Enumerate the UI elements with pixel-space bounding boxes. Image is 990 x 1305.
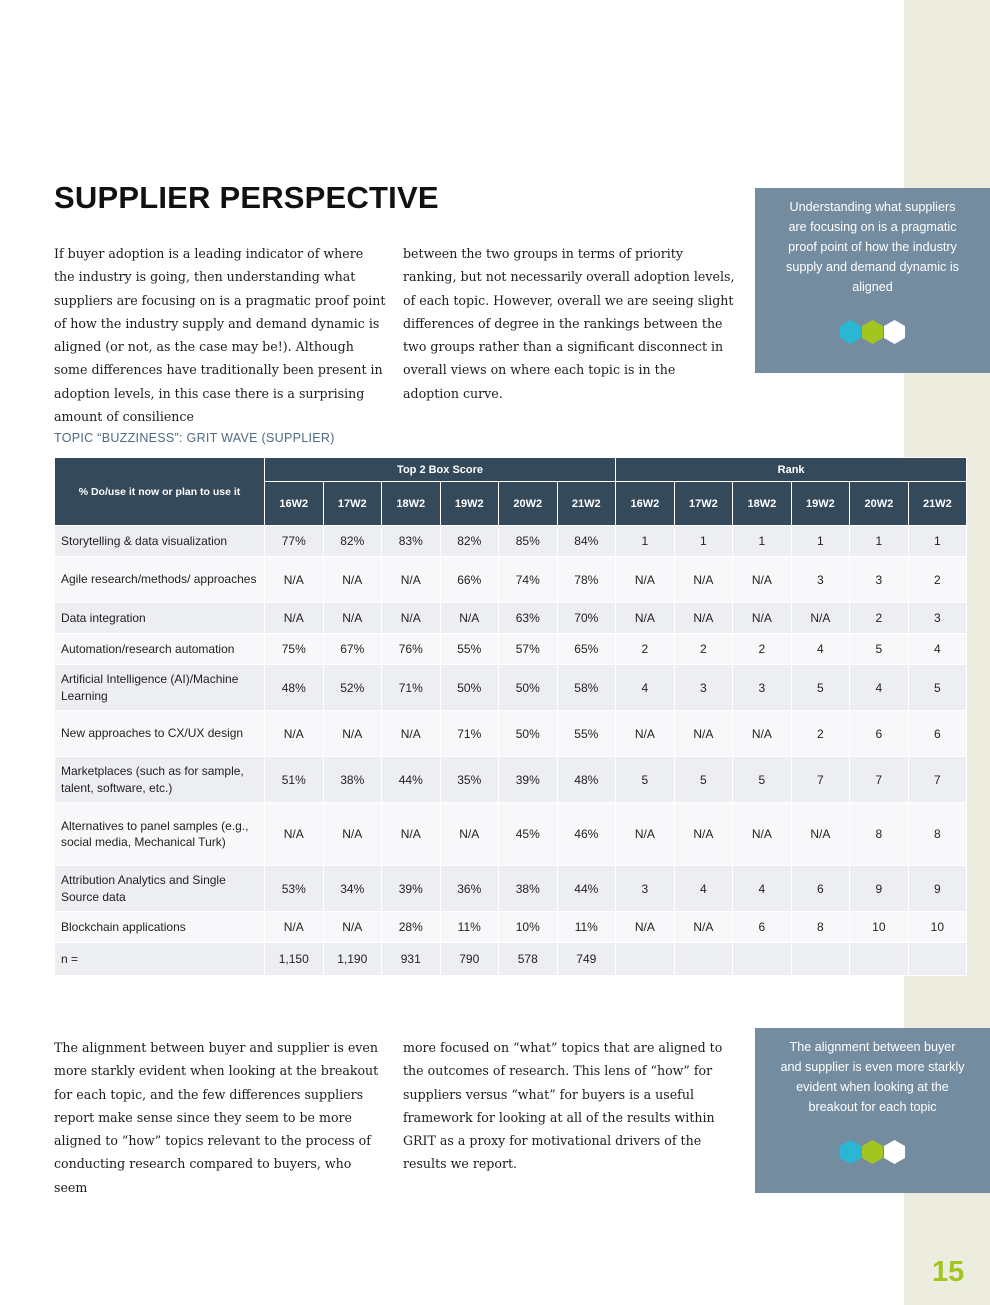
- score-cell: 10%: [499, 912, 558, 943]
- hexagon-group-icon: [755, 320, 990, 344]
- rank-cell: 1: [733, 526, 792, 557]
- rank-cell: 2: [908, 557, 967, 603]
- score-cell: 44%: [557, 866, 616, 912]
- score-cell: 34%: [323, 866, 382, 912]
- rank-cell: [616, 943, 675, 976]
- table-row: [55, 943, 967, 976]
- rank-cell: 1: [791, 526, 850, 557]
- rank-cell: 4: [850, 665, 909, 711]
- score-cell: N/A: [265, 557, 324, 603]
- outro-paragraph-part-2: more focused on “what” topics that are aligned to the outcomes of research. This lens of “how” for suppliers versus “what” for buyers is a useful framework for looking at all of the results within GRIT as a proxy for motivational drivers of the results we report.: [403, 1040, 723, 1172]
- rank-cell: 2: [674, 634, 733, 665]
- score-cell: 52%: [323, 665, 382, 711]
- score-cell: 35%: [440, 757, 499, 803]
- score-cell: 85%: [499, 526, 558, 557]
- rank-wave-header: 16W2: [616, 482, 675, 526]
- score-cell: 39%: [382, 866, 441, 912]
- score-group-header: Top 2 Box Score: [265, 458, 616, 482]
- row-label: Storytelling & data visualization: [55, 526, 265, 557]
- score-wave-header: 20W2: [499, 482, 558, 526]
- score-cell: N/A: [382, 557, 441, 603]
- score-cell: N/A: [382, 711, 441, 757]
- score-cell: 39%: [499, 757, 558, 803]
- score-cell: 46%: [557, 803, 616, 866]
- rank-cell: N/A: [616, 912, 675, 943]
- score-cell: N/A: [440, 603, 499, 634]
- score-cell: 83%: [382, 526, 441, 557]
- rank-cell: 1: [674, 526, 733, 557]
- outro-paragraph-part-1: The alignment between buyer and supplier is even more starkly evident when looking at the breakout for each topic, and the few differences suppliers report make sense since they seem to be more aligned to “how” topics relevant to the process of conducting research compared to buyers, who seem: [54, 1040, 379, 1195]
- rank-cell: N/A: [616, 557, 675, 603]
- callout-top-text: Understanding what suppliers are focusing on is a pragmatic proof point of how the industry supply and demand dynamic is aligned: [786, 200, 959, 294]
- rank-cell: 2: [733, 634, 792, 665]
- score-cell: 55%: [557, 711, 616, 757]
- hexagon-white-icon: [884, 1140, 905, 1164]
- intro-paragraph-part-2: between the two groups in terms of priority ranking, but not necessarily overall adoption levels, of each topic. However, overall we are seeing slight differences of degree in the rankings between the two groups rather than a significant disconnect in overall views on where each topic is in the adoption curve.: [403, 246, 735, 401]
- rank-cell: [674, 943, 733, 976]
- rank-cell: 3: [850, 557, 909, 603]
- table-row: [55, 912, 967, 943]
- rank-cell: N/A: [674, 803, 733, 866]
- hexagon-blue-icon: [840, 1140, 861, 1164]
- rank-cell: 4: [674, 866, 733, 912]
- row-label: Marketplaces (such as for sample, talent, software, etc.): [55, 757, 265, 803]
- page-title: SUPPLIER PERSPECTIVE: [54, 180, 439, 215]
- score-cell: 931: [382, 943, 441, 976]
- score-cell: 11%: [440, 912, 499, 943]
- hexagon-green-icon: [862, 1140, 883, 1164]
- score-cell: N/A: [382, 803, 441, 866]
- rank-cell: N/A: [674, 711, 733, 757]
- score-wave-header: 16W2: [265, 482, 324, 526]
- score-cell: 71%: [382, 665, 441, 711]
- rank-cell: N/A: [674, 557, 733, 603]
- row-label: Alternatives to panel samples (e.g., social media, Mechanical Turk): [55, 803, 265, 866]
- score-cell: 84%: [557, 526, 616, 557]
- score-cell: 71%: [440, 711, 499, 757]
- score-cell: 38%: [323, 757, 382, 803]
- score-cell: 44%: [382, 757, 441, 803]
- rank-cell: 10: [850, 912, 909, 943]
- page-number: 15: [932, 1256, 965, 1288]
- rank-cell: 3: [674, 665, 733, 711]
- rank-cell: 6: [791, 866, 850, 912]
- row-label: n =: [55, 943, 265, 976]
- score-cell: 749: [557, 943, 616, 976]
- rank-cell: [791, 943, 850, 976]
- rank-wave-header: 20W2: [850, 482, 909, 526]
- hexagon-group-icon: [755, 1140, 990, 1164]
- rank-cell: 7: [850, 757, 909, 803]
- rank-cell: N/A: [733, 803, 792, 866]
- score-cell: N/A: [323, 803, 382, 866]
- score-cell: N/A: [382, 603, 441, 634]
- rank-cell: N/A: [733, 711, 792, 757]
- intro-column-2: [403, 242, 735, 405]
- score-cell: 1,150: [265, 943, 324, 976]
- score-cell: 50%: [499, 665, 558, 711]
- rank-cell: 8: [850, 803, 909, 866]
- score-cell: 76%: [382, 634, 441, 665]
- rank-wave-header: 19W2: [791, 482, 850, 526]
- rank-cell: 4: [616, 665, 675, 711]
- rank-cell: 9: [908, 866, 967, 912]
- score-wave-header: 17W2: [323, 482, 382, 526]
- rank-cell: 1: [616, 526, 675, 557]
- score-cell: 28%: [382, 912, 441, 943]
- table-row: [55, 526, 967, 557]
- score-cell: 77%: [265, 526, 324, 557]
- rank-cell: N/A: [674, 603, 733, 634]
- score-cell: N/A: [323, 711, 382, 757]
- rank-cell: 4: [791, 634, 850, 665]
- intro-column-1: [54, 242, 386, 428]
- table-row: [55, 557, 967, 603]
- row-label: New approaches to CX/UX design: [55, 711, 265, 757]
- rank-cell: [850, 943, 909, 976]
- table-row: [55, 603, 967, 634]
- score-cell: 67%: [323, 634, 382, 665]
- rank-cell: 5: [850, 634, 909, 665]
- rank-cell: 3: [733, 665, 792, 711]
- rank-wave-header: 17W2: [674, 482, 733, 526]
- rank-cell: 5: [791, 665, 850, 711]
- rank-cell: 10: [908, 912, 967, 943]
- hexagon-blue-icon: [840, 320, 861, 344]
- rank-cell: N/A: [733, 603, 792, 634]
- score-cell: 66%: [440, 557, 499, 603]
- rank-cell: 5: [733, 757, 792, 803]
- rank-cell: 4: [733, 866, 792, 912]
- rank-cell: 3: [791, 557, 850, 603]
- score-cell: 63%: [499, 603, 558, 634]
- score-cell: 55%: [440, 634, 499, 665]
- outro-column-1: [54, 1036, 386, 1199]
- row-label: Data integration: [55, 603, 265, 634]
- score-cell: 65%: [557, 634, 616, 665]
- score-cell: 75%: [265, 634, 324, 665]
- intro-paragraph-part-1: If buyer adoption is a leading indicator of where the industry is going, then understanding what suppliers are focusing on is a pragmatic proof point of how the industry supply and demand dynamic is aligned (or not, as the case may be!). Although some differences have traditionally been present in adoption levels, in this case there is a surprising amount of consilience: [54, 246, 386, 425]
- score-cell: 50%: [499, 711, 558, 757]
- table-row: [55, 866, 967, 912]
- score-cell: 11%: [557, 912, 616, 943]
- rank-cell: N/A: [616, 603, 675, 634]
- score-cell: 578: [499, 943, 558, 976]
- table-row: [55, 803, 967, 866]
- rank-cell: 5: [908, 665, 967, 711]
- score-cell: 58%: [557, 665, 616, 711]
- rank-cell: 9: [850, 866, 909, 912]
- row-label: Agile research/methods/ approaches: [55, 557, 265, 603]
- rank-cell: N/A: [791, 603, 850, 634]
- rank-cell: 3: [908, 603, 967, 634]
- row-label: Blockchain applications: [55, 912, 265, 943]
- hexagon-green-icon: [862, 320, 883, 344]
- score-cell: 36%: [440, 866, 499, 912]
- rank-cell: N/A: [674, 912, 733, 943]
- score-wave-header: 19W2: [440, 482, 499, 526]
- rank-cell: 2: [791, 711, 850, 757]
- score-cell: 70%: [557, 603, 616, 634]
- score-cell: 78%: [557, 557, 616, 603]
- rank-cell: [908, 943, 967, 976]
- score-cell: N/A: [265, 912, 324, 943]
- rank-cell: 1: [850, 526, 909, 557]
- score-cell: 50%: [440, 665, 499, 711]
- score-cell: 53%: [265, 866, 324, 912]
- score-cell: N/A: [265, 803, 324, 866]
- rank-cell: 3: [616, 866, 675, 912]
- table-row: [55, 634, 967, 665]
- rank-cell: 2: [616, 634, 675, 665]
- score-cell: N/A: [323, 603, 382, 634]
- score-cell: 51%: [265, 757, 324, 803]
- rank-cell: 2: [850, 603, 909, 634]
- score-cell: 1,190: [323, 943, 382, 976]
- rank-wave-header: 18W2: [733, 482, 792, 526]
- hexagon-white-icon: [884, 320, 905, 344]
- rank-wave-header: 21W2: [908, 482, 967, 526]
- row-label: Attribution Analytics and Single Source data: [55, 866, 265, 912]
- score-cell: 48%: [557, 757, 616, 803]
- rank-cell: N/A: [733, 557, 792, 603]
- rank-cell: 6: [733, 912, 792, 943]
- buzziness-table: [54, 457, 967, 976]
- score-cell: N/A: [265, 603, 324, 634]
- row-label: Artificial Intelligence (AI)/Machine Learning: [55, 665, 265, 711]
- score-cell: 57%: [499, 634, 558, 665]
- table-corner-header: % Do/use it now or plan to use it: [55, 458, 265, 526]
- callout-bottom-text: The alignment between buyer and supplier is even more starkly evident when looking at the breakout for each topic: [780, 1040, 965, 1114]
- score-cell: 82%: [440, 526, 499, 557]
- score-cell: 74%: [499, 557, 558, 603]
- row-label: Automation/research automation: [55, 634, 265, 665]
- rank-cell: N/A: [616, 711, 675, 757]
- score-cell: 45%: [499, 803, 558, 866]
- rank-cell: N/A: [791, 803, 850, 866]
- score-cell: N/A: [323, 557, 382, 603]
- rank-cell: 6: [850, 711, 909, 757]
- score-cell: 790: [440, 943, 499, 976]
- rank-cell: 1: [908, 526, 967, 557]
- rank-cell: 5: [674, 757, 733, 803]
- score-cell: N/A: [323, 912, 382, 943]
- rank-cell: N/A: [616, 803, 675, 866]
- rank-cell: 6: [908, 711, 967, 757]
- table-body: [55, 526, 967, 976]
- score-cell: N/A: [440, 803, 499, 866]
- rank-cell: 8: [908, 803, 967, 866]
- callout-box-top: [755, 188, 990, 373]
- rank-group-header: Rank: [616, 458, 967, 482]
- rank-cell: 4: [908, 634, 967, 665]
- score-cell: 82%: [323, 526, 382, 557]
- score-cell: 48%: [265, 665, 324, 711]
- callout-box-bottom: [755, 1028, 990, 1193]
- score-cell: 38%: [499, 866, 558, 912]
- rank-cell: 5: [616, 757, 675, 803]
- score-wave-header: 18W2: [382, 482, 441, 526]
- outro-column-2: [403, 1036, 735, 1176]
- table-row: [55, 665, 967, 711]
- rank-cell: 7: [908, 757, 967, 803]
- score-wave-header: 21W2: [557, 482, 616, 526]
- score-cell: N/A: [265, 711, 324, 757]
- rank-cell: [733, 943, 792, 976]
- table-row: [55, 711, 967, 757]
- table-row: [55, 757, 967, 803]
- table-caption: TOPIC “BUZZINESS”: GRIT WAVE (SUPPLIER): [54, 431, 335, 445]
- rank-cell: 7: [791, 757, 850, 803]
- rank-cell: 8: [791, 912, 850, 943]
